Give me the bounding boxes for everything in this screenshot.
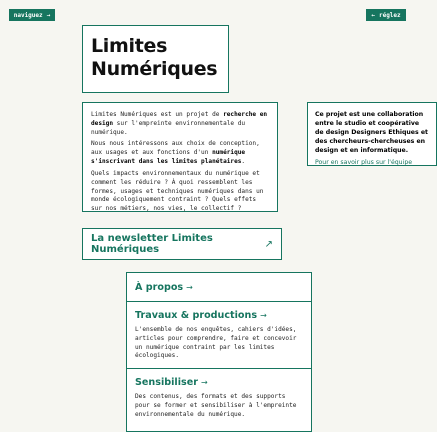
intro-emphasis: numérique s'inscrivant dans les limites planétaires (91, 149, 246, 166)
site-title-box (82, 25, 229, 93)
intro-text: sur l'empreinte environnementale du numérique. (91, 119, 246, 136)
about-label: À propos (135, 281, 184, 293)
newsletter-label: La newsletter Limites Numériques (91, 233, 213, 255)
menu-item-works[interactable] (127, 302, 311, 369)
works-description: L'ensemble de nos enquêtes, cahiers d'idées, articles pour comprendre, faire et concevoir un numérique contraint par les limites écologiques. (135, 326, 297, 360)
arrow-right-icon: → (46, 11, 51, 19)
collaboration-box (307, 102, 437, 166)
navigate-button[interactable] (9, 9, 55, 21)
intro-box (82, 102, 278, 212)
team-link[interactable]: Pour en savoir plus sur l'équipe (315, 158, 413, 166)
menu-item-about[interactable] (127, 273, 311, 302)
intro-paragraph-1 (91, 111, 269, 137)
arrow-right-icon: → (200, 378, 208, 388)
intro-emphasis: recherche en design (91, 111, 268, 127)
awareness-description: Des contenus, des formats et des supports pour se former et sensibiliser à l'empreinte environnementale du numérique. (135, 393, 297, 418)
awareness-heading (135, 377, 303, 388)
settings-button[interactable] (366, 9, 406, 21)
intro-paragraph-2 (91, 140, 269, 166)
intro-text: . (241, 158, 246, 166)
intro-text: Limites Numériques est un projet de (91, 111, 224, 118)
menu-item-awareness[interactable] (127, 369, 311, 426)
site-title-line1: Limites (91, 35, 168, 57)
collaboration-text: Ce projet est une collaboration entre le studio et coopérative de design Designers Ethiques et des chercheurs-chercheuses en design et en informatique. (315, 111, 428, 154)
site-title (91, 35, 220, 81)
works-label: Travaux & productions (135, 310, 258, 321)
section-menu (126, 272, 312, 432)
arrow-right-icon: → (260, 311, 267, 320)
awareness-label: Sensibiliser (135, 377, 198, 389)
works-heading (135, 310, 303, 321)
newsletter-link[interactable] (82, 228, 282, 260)
intro-text: Nous nous intéressons aux choix de conception, aux usages et aux fonctions d'un (91, 140, 260, 157)
intro-paragraph-3: Quels impacts environnementaux du numérique et comment les réduire ? À quoi ressemblent les formes, usages et techniques numériques dans un monde écologiquement contraint ? Quels effets sur nos métiers, nos vies, le collectif ? (91, 169, 264, 213)
settings-label: réglez (378, 11, 401, 19)
navigate-label: naviguez (13, 11, 43, 19)
arrow-left-icon: ← (371, 11, 375, 19)
arrow-right-icon: → (186, 282, 193, 292)
external-arrow-icon: ↗ (264, 238, 273, 250)
site-title-line2: Numériques (91, 57, 218, 80)
about-heading (135, 282, 193, 293)
